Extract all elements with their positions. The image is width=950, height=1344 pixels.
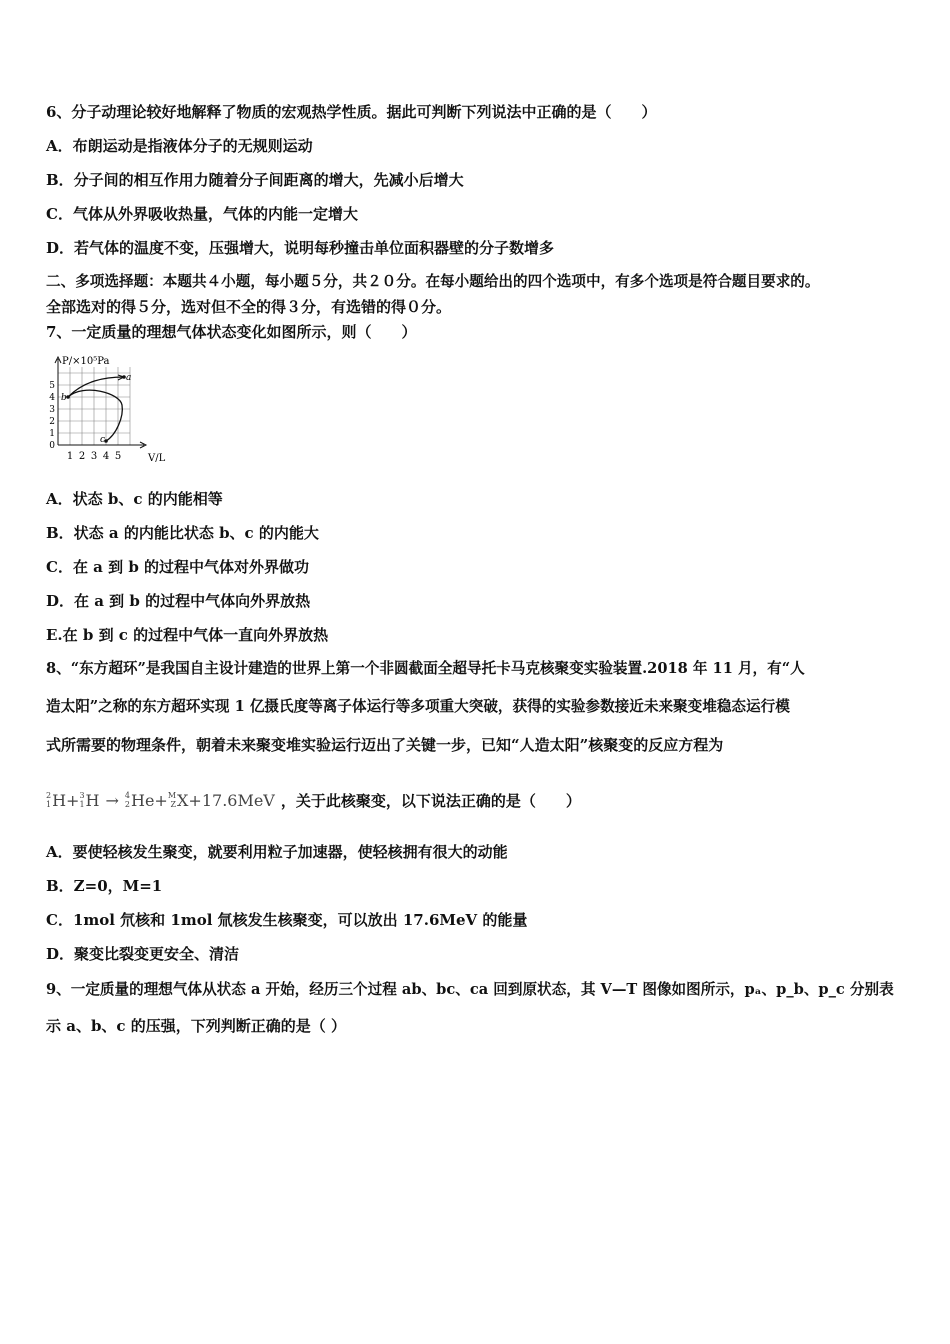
y-tick-0: 0 [49, 441, 55, 451]
x-tick-2: 2 [78, 451, 86, 462]
y-tick-4: 4 [49, 393, 55, 403]
q9-line2: 示 a、b、c 的压强，下列判断正确的是（ ） [46, 1017, 347, 1035]
q8-line3: 式所需要的物理条件，朝着未来聚变堆实验运行迈出了关键一步，已知“人造太阳”核聚变的反应方程为 [46, 736, 724, 754]
plus-sign-1: + [66, 790, 80, 810]
q7-stem: 7、一定质量的理想气体状态变化如图所示，则（ ） [46, 323, 417, 341]
q8-formula-row [46, 785, 581, 815]
q8-line1: 8、“东方超环”是我国自主设计建造的世界上第一个非圆截面全超导托卡马克核聚变实验装置.2018 年 11 月，有“人 [46, 660, 805, 677]
graph-label-b: b [61, 393, 67, 403]
graph-xticks [67, 451, 121, 462]
x-tick-1: 1 [66, 451, 74, 462]
q6-stem: 6、分子动理论较好地解释了物质的宏观热学性质。据此可判断下列说法中正确的是（ ） [46, 103, 657, 121]
graph-grid [58, 367, 130, 445]
graph-xlabel: V/L [148, 453, 166, 463]
q6-option-d: D．若气体的温度不变，压强增大，说明每秒撞击单位面积器壁的分子数增多 [46, 239, 555, 257]
q7-option-a: A．状态 b、c 的内能相等 [46, 490, 223, 508]
reaction-energy: +17.6MeV [188, 790, 275, 810]
plus-sign-2: + [154, 790, 168, 810]
q8-stem-tail: ，关于此核聚变，以下说法正确的是（ ） [280, 791, 581, 810]
graph-label-c: c [100, 435, 106, 445]
q8-line2: 造太阳”之称的东方超环实现 1 亿摄氏度等离子体运行等多项重大突破，获得的实验参数接近未来聚变堆稳态运行模 [46, 698, 790, 715]
q8-option-d: D．聚变比裂变更安全、清洁 [46, 945, 240, 963]
q7-option-e: E.在 b 到 c 的过程中气体一直向外界放热 [46, 626, 329, 644]
section2-line1: 二、多项选择题：本题共４小题，每小题５分，共２０分。在每小题给出的四个选项中，有多个选项是符合题目要求的。 [46, 273, 820, 290]
q6-option-b: B．分子间的相互作用力随着分子间距离的增大，先减小后增大 [46, 171, 464, 189]
nuclear-equation [46, 791, 275, 810]
q8-option-c: C．1mol 氘核和 1mol 氚核发生核聚变，可以放出 17.6MeV 的能量 [46, 911, 528, 929]
nuclide-helium: 4 2 He [124, 790, 155, 810]
q7-option-b: B．状态 a 的内能比状态 b、c 的内能大 [46, 524, 319, 542]
x-tick-5: 5 [114, 451, 122, 462]
nuclide-deuterium: 2 1 H [46, 790, 67, 810]
q7-option-c: C．在 a 到 b 的过程中气体对外界做功 [46, 558, 310, 576]
y-tick-2: 2 [49, 417, 55, 427]
section2-line2: 全部选对的得５分，选对但不全的得３分，有选错的得０分。 [46, 298, 452, 316]
q9-line1: 9、一定质量的理想气体从状态 a 开始，经历三个过程 ab、bc、ca 回到原状态，其 V—T 图像如图所示，pₐ、p_b、p_c 分别表 [46, 981, 894, 998]
graph-label-a: a [126, 373, 132, 383]
q8-option-a: A．要使轻核发生聚变，就要利用粒子加速器，使轻核拥有很大的动能 [46, 843, 508, 861]
y-tick-5: 5 [49, 381, 55, 391]
y-tick-3: 3 [49, 405, 55, 415]
q6-option-c: C．气体从外界吸收热量，气体的内能一定增大 [46, 205, 358, 223]
x-tick-4: 4 [102, 451, 110, 462]
nuclide-x: M Z X [167, 790, 189, 810]
y-tick-1: 1 [49, 429, 55, 439]
q7-option-d: D．在 a 到 b 的过程中气体向外界放热 [46, 592, 311, 610]
q7-pv-graph [44, 353, 174, 463]
x-tick-3: 3 [90, 451, 98, 462]
graph-yticks [49, 381, 55, 451]
q6-option-a: A．布朗运动是指液体分子的无规则运动 [46, 137, 313, 155]
nuclide-tritium: 3 1 H [79, 790, 100, 810]
graph-ylabel: P/×10⁵Pa [62, 356, 110, 367]
reaction-arrow: → [105, 790, 119, 810]
q8-option-b: B．Z=0，M=1 [46, 877, 163, 895]
